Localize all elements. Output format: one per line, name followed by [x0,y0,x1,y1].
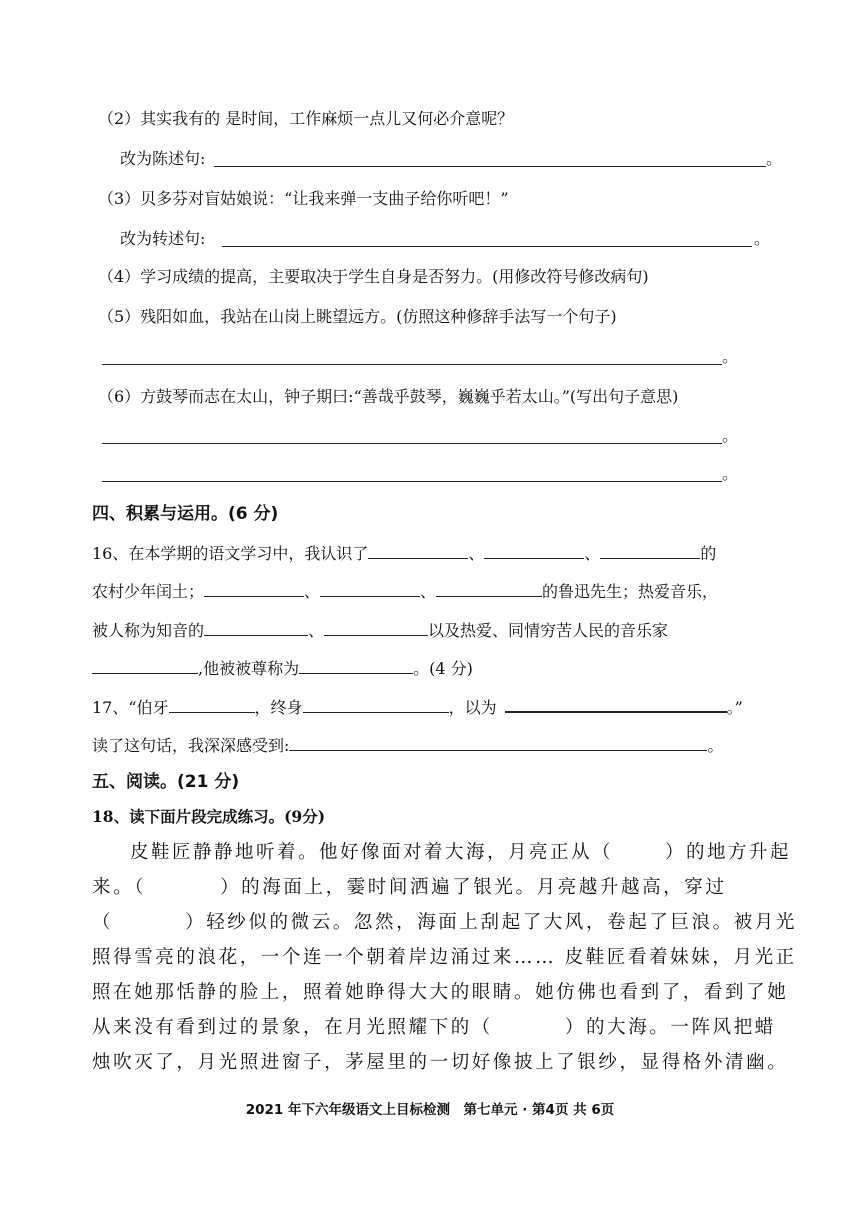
passage-text: ）的地方升起 [665,842,792,863]
q16-sep: 、 [304,582,321,601]
q17-blank-3[interactable] [505,695,727,713]
q17-feel: 读了这句话，我深深感受到: [92,736,290,755]
q17-blank-2[interactable] [303,696,449,713]
q5-end: 。 [722,347,739,366]
q5-sentence: （5）残阳如血，我站在山岗上眺望远方。(仿照这种修辞手法写一个句子) [98,307,617,326]
q17-yiwei: ，以为 [448,698,497,717]
passage-line-4: 照得雪亮的浪花，一个连一个朝着岸边涌过来…… 皮鞋匠看着妹妹，月光正 [92,947,797,968]
passage-text: ）的海面上，霎时间洒遍了银光。月亮越升越高，穿过 [220,877,727,898]
q16-blank-9[interactable] [92,657,198,674]
passage-line-6 [92,1010,776,1045]
q17-end: 。” [726,698,743,717]
q3-sentence: （3）贝多芬对盲姑娘说：“让我来弹一支曲子给你听吧！” [98,189,509,208]
q16-zhiyin: 被人称为知音的 [92,621,205,640]
q17-line-1 [92,695,743,719]
passage-text: （ [92,912,114,933]
section-5-title: 五、阅读。(21 分) [92,772,240,792]
q17-blank-4[interactable] [289,734,707,751]
q17-boya: 17、“伯牙 [92,698,169,717]
q16-blank-1[interactable] [368,542,468,559]
passage-line-2 [92,870,772,905]
q17-blank-1[interactable] [169,696,255,713]
q16-de: 的 [700,544,717,563]
q16-blank-3[interactable] [600,542,700,559]
passage-text: ）轻纱似的微云。忽然，海面上刮起了大风，卷起了巨浪。被月光 [185,912,798,933]
passage-line-7: 烛吹灭了，月光照进窗子，茅屋里的一切好像披上了银纱，显得格外清幽。 [92,1052,789,1073]
passage-line-1 [130,835,792,870]
passage-text: 皮鞋匠静静地听着。他好像面对着大海，月亮正从（ [130,842,614,863]
q16-luxun: 的鲁迅先生；热爱音乐， [542,582,719,601]
passage-text: 来。（ [92,877,147,898]
q17-zhongshen: ，终身 [254,698,303,717]
q16-runtu: 农村少年闰土； [92,582,205,601]
q16-score: 。(4 分) [413,659,473,678]
q16-intro: 16、在本学期的语文学习中，我认识了 [92,544,369,563]
q18-title: 18、读下面片段完成练习。(9分) [92,807,326,826]
q6-sentence: （6）方鼓琴而志在太山，钟子期曰:“善哉乎鼓琴，巍巍乎若太山。”(写出句子意思) [98,387,679,406]
q3-end: 。 [754,229,771,248]
q4-sentence: （4）学习成绩的提高，主要取决于学生自身是否努力。(用修改符号修改病句) [98,267,649,286]
q16-blank-6[interactable] [436,580,542,597]
q6-answer-line-1[interactable] [102,443,722,444]
q3-answer-line[interactable] [222,246,752,247]
q16-sep: 、 [468,544,485,563]
q6-end-1: 。 [722,426,739,445]
q16-line-4 [92,657,473,680]
passage-line-3 [92,905,798,940]
passage-line-5: 照在她那恬静的脸上，照着她睁得大大的眼睛。她仿佛也看到了，看到了她 [92,982,789,1003]
page-footer: 2021 年下六年级语文上目标检测 第七单元 · 第4页 共 6页 [245,1102,615,1118]
q16-blank-4[interactable] [204,580,304,597]
q6-answer-line-2[interactable] [102,481,722,482]
passage-text: 从来没有看到过的景象，在月光照耀下的（ [92,1017,493,1038]
q2-prompt: 改为陈述句: [120,149,206,168]
q6-end-2: 。 [722,464,739,483]
q2-end: 。 [766,149,783,168]
q16-blank-8[interactable] [324,619,428,636]
q16-blank-2[interactable] [484,542,584,559]
q17-feel-end: 。 [707,736,724,755]
q16-blank-10[interactable] [299,657,413,674]
q16-musician: 以及热爱、同情穷苦人民的音乐家 [428,621,669,640]
section-4-title: 四、积累与运用。(6 分) [92,504,279,524]
q16-honored: ,他被被尊称为 [198,659,300,678]
q3-prompt: 改为转述句: [120,229,206,248]
q16-blank-5[interactable] [320,580,420,597]
q2-answer-line[interactable] [214,166,766,167]
q17-line-2 [92,734,723,757]
q16-sep: 、 [308,621,325,640]
q16-sep: 、 [420,582,437,601]
q16-line-2 [92,580,718,603]
q16-blank-7[interactable] [204,619,308,636]
passage-text: ）的大海。一阵风把蜡 [564,1017,776,1038]
q5-answer-line[interactable] [102,364,722,365]
q16-line-3 [92,619,668,642]
q2-sentence: （2）其实我有的 是时间，工作麻烦一点儿又何必介意呢？ [98,109,514,128]
q16-sep: 、 [584,544,601,563]
q16-line-1 [92,542,716,565]
